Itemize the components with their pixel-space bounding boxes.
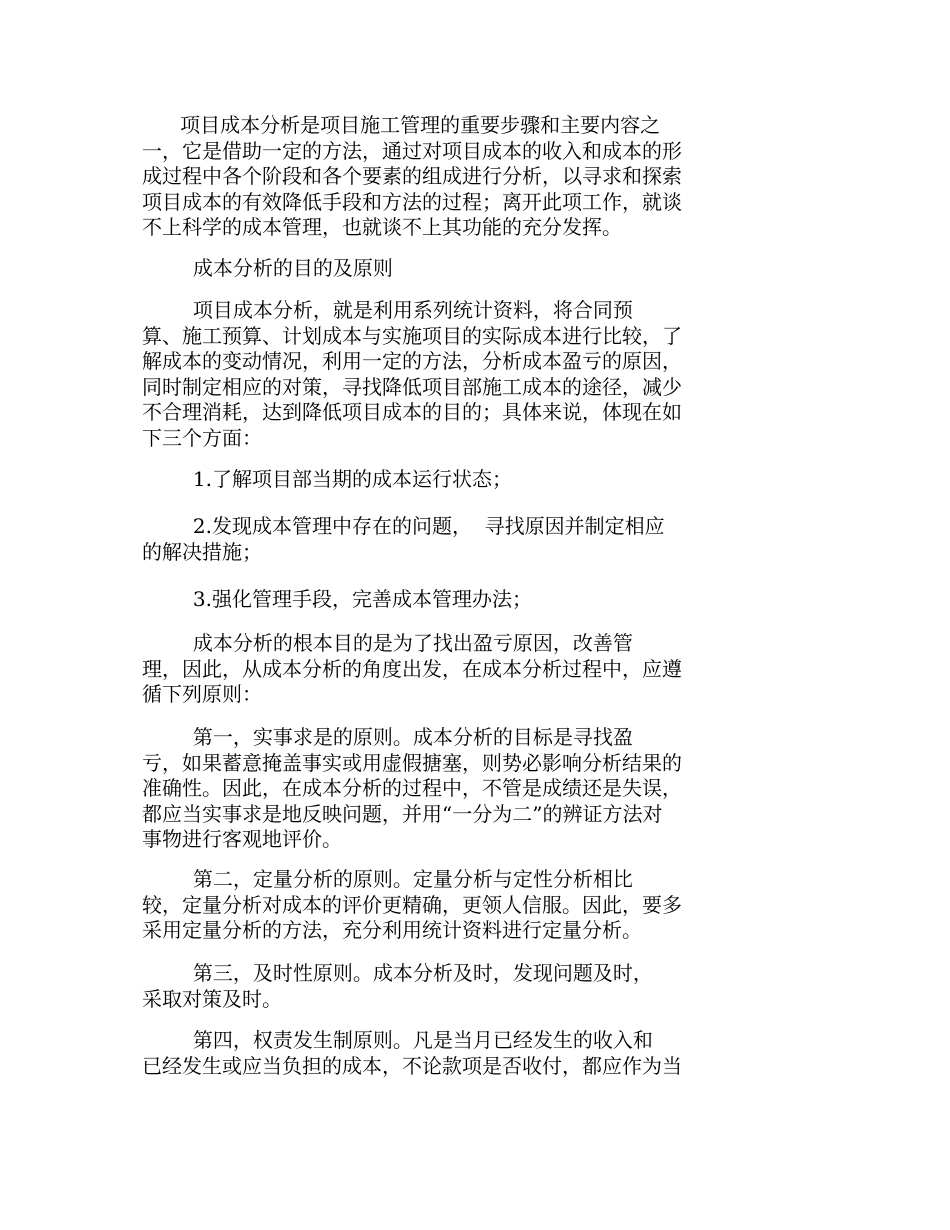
principle-2: 第二，定量分析的原则。定量分析与定性分析相比 较，定量分析对成本的评价更精确，更领人信服。因此，要多 采用定量分析的方法，充分利用统计资料进行定量分析。 xyxy=(142,867,682,942)
list-item-2: 2.发现成本管理中存在的问题， 寻找原因并制定相应 的解决措施； xyxy=(142,514,665,564)
paragraph-intro: 项目成本分析是项目施工管理的重要步骤和主要内容之 一，它是借助一定的方法，通过对项目成本的收入和成本的形 成过程中各个阶段和各个要素的组成进行分析，以寻求和探索 项目成本的有效降低手段和方法的过程；离开此项工作，就谈 不上科学的成本管理，也就谈不上其功能的充分发挥。 xyxy=(142,113,682,239)
section-heading: 成本分析的目的及原则 xyxy=(142,256,393,280)
principle-1: 第一，实事求是的原则。成本分析的目标是寻找盈 亏，如果蓄意掩盖事实或用虚假搪塞，则势必影响分析结果的 准确性。因此，在成本分析的过程中，不管是成绩还是失误， 都应当实事求是地反映问题，并用“一分为二”的辨证方法对 事物进行客观地评价。 xyxy=(142,725,682,851)
list-item-3: 3.强化管理手段，完善成本管理办法； xyxy=(142,587,532,611)
paragraph-purpose: 成本分析的根本目的是为了找出盈亏原因，改善管 理，因此，从成本分析的角度出发，在成本分析过程中，应遵 循下列原则： xyxy=(142,631,682,706)
paragraph-definition: 项目成本分析，就是利用系列统计资料，将合同预 算、施工预算、计划成本与实施项目的实际成本进行比较，了 解成本的变动情况，利用一定的方法，分析成本盈亏的原因， 同时制定相应的对策，寻找降低项目部施工成本的途径，减少 不合理消耗，达到降低项目成本的目的；具体来说，体现在如 下三个方面： xyxy=(142,298,682,450)
list-item-1: 1.了解项目部当期的成本运行状态； xyxy=(142,467,512,491)
principle-4: 第四，权责发生制原则。凡是当月已经发生的收入和 已经发生或应当负担的成本，不论款项是否收付，都应作为当 xyxy=(142,1028,682,1078)
principle-3: 第三，及时性原则。成本分析及时，发现问题及时， 采取对策及时。 xyxy=(142,961,653,1011)
